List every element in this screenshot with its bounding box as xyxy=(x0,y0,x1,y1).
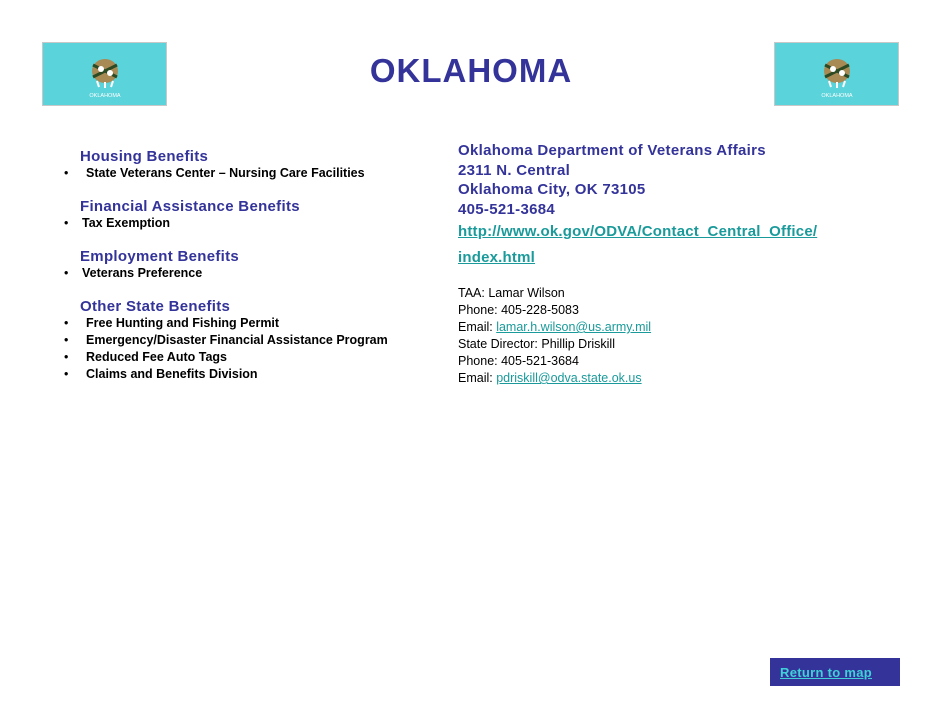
section-heading: Housing Benefits xyxy=(80,148,209,165)
agency-name: Oklahoma Department of Veterans Affairs xyxy=(458,142,766,159)
return-to-map-button[interactable] xyxy=(770,658,900,686)
agency-address xyxy=(458,141,898,271)
agency-url-line2: index.html xyxy=(458,249,536,266)
benefits-column xyxy=(60,148,390,399)
list-item: • Claims and Benefits Division xyxy=(60,366,390,383)
return-to-map-link[interactable]: Return to map xyxy=(780,665,873,680)
agency-city: Oklahoma City, OK 73105 xyxy=(458,181,646,198)
page-title: OKLAHOMA xyxy=(369,52,573,89)
director-phone: Phone: 405-521-3684 xyxy=(458,354,579,368)
section-heading: Employment Benefits xyxy=(80,248,240,265)
list-item: • Emergency/Disaster Financial Assistance Program xyxy=(60,332,390,349)
taa-email-link[interactable]: lamar.h.wilson@us.army.mil xyxy=(496,320,652,334)
agency-street: 2311 N. Central xyxy=(458,161,571,179)
list-item: • Free Hunting and Fishing Permit xyxy=(60,315,390,332)
director-email-row xyxy=(458,370,898,387)
director-email-link[interactable]: pdriskill@odva.state.ok.us xyxy=(496,371,642,385)
section-heading: Financial Assistance Benefits xyxy=(80,198,300,215)
agency-website-link[interactable] xyxy=(458,219,898,271)
list-item: • State Veterans Center – Nursing Care Facilities xyxy=(60,165,390,182)
other-benefits-section xyxy=(60,298,390,383)
contact-column xyxy=(458,141,898,387)
email-label: Email: xyxy=(458,320,497,334)
employment-benefits-section xyxy=(60,248,390,282)
email-label: Email: xyxy=(458,371,497,385)
director-name: State Director: Phillip Driskill xyxy=(458,337,615,351)
taa-name: TAA: Lamar Wilson xyxy=(458,286,565,300)
svg-text:OKLAHOMA: OKLAHOMA xyxy=(89,93,121,99)
list-item: • Reduced Fee Auto Tags xyxy=(60,349,390,366)
svg-text:OKLAHOMA: OKLAHOMA xyxy=(821,93,853,99)
agency-phone: 405-521-3684 xyxy=(458,200,556,218)
taa-phone: Phone: 405-228-5083 xyxy=(458,303,579,317)
financial-benefits-section xyxy=(60,198,390,232)
section-heading: Other State Benefits xyxy=(80,298,231,315)
list-item: • Veterans Preference xyxy=(60,265,390,282)
taa-email-row xyxy=(458,319,898,336)
housing-benefits-section xyxy=(60,148,390,182)
list-item: • Tax Exemption xyxy=(60,215,390,232)
agency-url-line1: http://www.ok.gov/ODVA/Contact_Central_Office/ xyxy=(458,223,818,240)
contact-list xyxy=(458,285,898,387)
